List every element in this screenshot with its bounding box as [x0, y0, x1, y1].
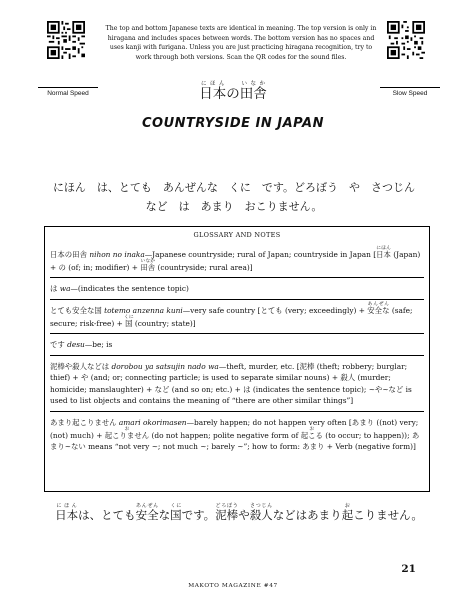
page-number: 21: [401, 563, 416, 575]
glossary-entry: は wa—(indicates the sentence topic): [50, 278, 424, 300]
glossary-entry: 日本の田舎 nihon no inaka—Japanese countryside; rural of Japan; countryside in Japan [日本にほん (Japan) + の (of; in; modifier) + 田舎いなか (countryside; rural area)]: [50, 244, 424, 279]
glossary-entry: とても安全な国 totemo anzenna kuni—very safe country [とても (very; exceedingly) + 安全なあんぜん (safe; secure; risk-free) + 国くに (country; state)]: [50, 300, 424, 335]
qr-code-normal-speed[interactable]: [47, 21, 85, 59]
glossary-entry: あまり起こりません amari okorimasen—barely happen; do not happen very often [あまり ((not) very; (not) much) + 起こりませんお (do not happen; polite negative form of 起こるお (to occur; to happen)); あまり~ない means “not very ~; not much ~; barely ~”; how to form: あまり + Verb (negative form)]: [50, 417, 420, 451]
english-title: COUNTRYSIDE IN JAPAN: [142, 116, 324, 131]
magazine-footer: MAKOTO MAGAZINE #47: [188, 583, 278, 589]
glossary-entry: 泥棒や殺人などは dorobou ya satsujin nado wa—theft, murder, etc. [泥棒 (theft; robbery; burglar; thief) + や (and; or; connecting particle; is used to separate similar nouns) + 殺人 (murder; homicide; manslaughter) + など (and so on; etc.) + は (indicates the sentence topic); ~や~など is used to list objects and contains the meaning of “there are other similar things”]: [50, 356, 424, 412]
japanese-title: 日本にほんの田舎いなか: [199, 81, 267, 102]
normal-speed-label: Normal Speed: [38, 87, 98, 97]
intro-text: The top and bottom Japanese texts are identical in meaning. The top version is only in hiragana and includes spaces between words. The bottom version has no spaces and uses kanji with furigana. Unless you are just practicing hiragana recognition, try to work through both versions. Scan the QR codes for the sound files.: [105, 25, 377, 61]
hiragana-sentence: にほん は、とても あんぜんな くに です。どろぼう や さつじん など は あまり おこりません。: [52, 181, 427, 213]
glossary-heading: GLOSSARY AND NOTES: [193, 231, 281, 239]
glossary-entry: です desu—be; is: [50, 334, 424, 356]
kanji-sentence: 日本にほんは、とても安全あんぜんな国くにです。泥棒どろぼうや殺人さつじんなどはあまり起おこりません。: [55, 503, 423, 522]
glossary-box: [44, 226, 430, 492]
qr-code-slow-speed[interactable]: [387, 21, 425, 59]
slow-speed-label: Slow Speed: [380, 87, 440, 97]
